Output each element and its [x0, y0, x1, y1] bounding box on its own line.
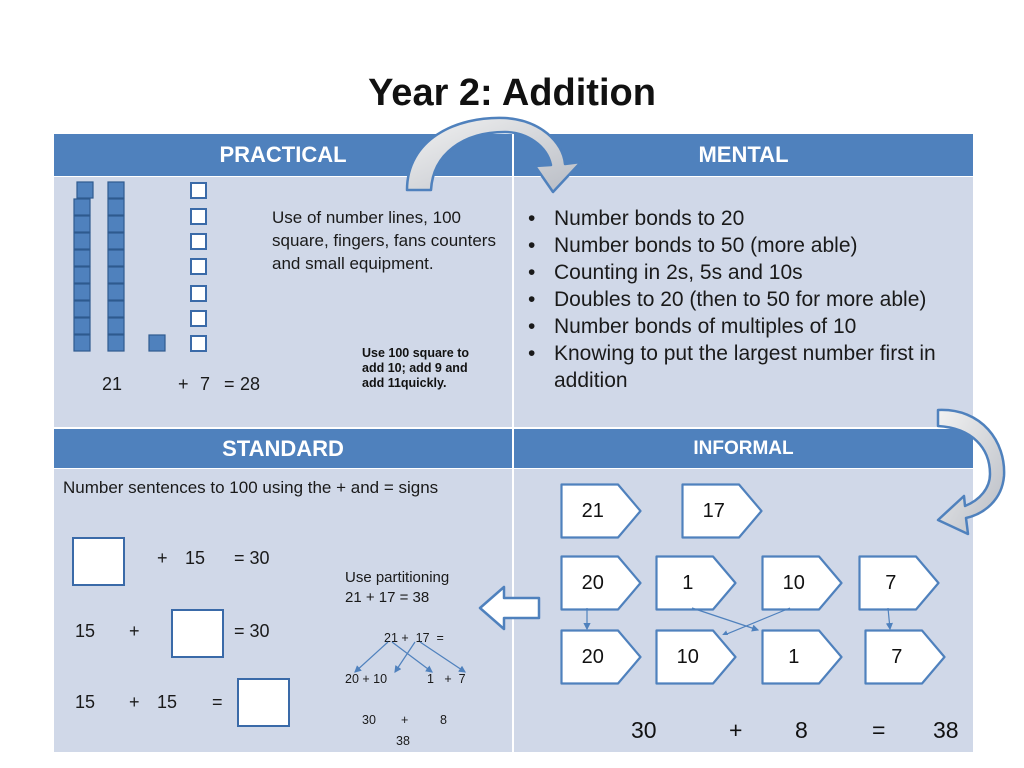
- partition-total: 38: [396, 734, 410, 748]
- number-tag: [560, 483, 642, 539]
- partition-bottom-a: 30: [362, 713, 376, 727]
- page-title: Year 2: Addition: [368, 72, 656, 114]
- partition-bottom-plus: +: [401, 713, 409, 727]
- number-tag-value: 1: [682, 572, 694, 594]
- informal-arrows: [560, 605, 920, 635]
- row2-num: 15: [75, 621, 96, 641]
- number-tag-value: 1: [788, 646, 800, 668]
- informal-result-total: 38: [933, 717, 959, 743]
- partition-note-line2: 21 + 17 = 38: [345, 589, 430, 606]
- mental-item: • Doubles to 20 (then to 50 for more able): [520, 286, 960, 313]
- informal-result: [0, 717, 1024, 747]
- number-tag-value: 20: [581, 572, 604, 594]
- number-tag-value: 10: [782, 572, 805, 594]
- informal-result-equals: =: [872, 717, 886, 743]
- partition-note-line1: Use partitioning: [345, 569, 450, 586]
- practical-eq-equals: =: [224, 374, 235, 394]
- number-tag-value: 20: [581, 646, 604, 668]
- number-tag: [761, 555, 843, 611]
- number-tag-value: 17: [702, 500, 725, 522]
- mental-item: • Number bonds to 50 (more able): [520, 232, 960, 259]
- row3-eq: =: [212, 692, 223, 712]
- number-tag-value: 7: [891, 646, 903, 668]
- standard-header-label: STANDARD: [222, 436, 344, 461]
- number-tag: [858, 555, 940, 611]
- number-tag: [681, 483, 763, 539]
- number-tag-value: 7: [885, 572, 897, 594]
- row3-op: +: [129, 692, 140, 712]
- practical-header-label: PRACTICAL: [219, 142, 347, 167]
- standard-intro: Number sentences to 100 using the + and = signs: [63, 478, 439, 497]
- informal-header-label: INFORMAL: [693, 438, 794, 459]
- informal-result-b: 8: [795, 717, 808, 743]
- curved-arrow-icon: [395, 110, 595, 200]
- practical-note: Use 100 square to add 10; add 9 and add 11quickly.: [362, 346, 469, 390]
- number-tag: [560, 555, 642, 611]
- mental-item: • Knowing to put the largest number first in addition: [520, 340, 960, 394]
- row1-eq: = 30: [234, 548, 270, 568]
- number-tag-value: 10: [676, 646, 699, 668]
- partition-bottom-b: 8: [440, 713, 447, 727]
- row2-eq: = 30: [234, 621, 270, 641]
- practical-description: Use of number lines, 100 square, fingers, fans counters and small equipment.: [272, 208, 496, 273]
- number-tag-value: 21: [581, 500, 604, 522]
- mental-item: • Number bonds of multiples of 10: [520, 313, 960, 340]
- mental-item: • Number bonds to 20: [520, 205, 960, 232]
- row1-op: +: [157, 548, 168, 568]
- row3-num1: 15: [75, 692, 96, 712]
- informal-result-plus: +: [729, 717, 743, 743]
- number-tag: [655, 555, 737, 611]
- informal-result-a: 30: [631, 717, 657, 743]
- partition-top: 21 + 17 =: [384, 631, 444, 645]
- practical-eq-b: 7: [200, 374, 211, 394]
- practical-eq-plus: +: [178, 374, 189, 394]
- row1-num: 15: [185, 548, 206, 568]
- practical-eq-a: 21: [102, 374, 123, 394]
- mental-item: • Counting in 2s, 5s and 10s: [520, 259, 960, 286]
- curved-arrow-icon: [932, 402, 1016, 542]
- number-tag: [655, 629, 737, 685]
- mental-header-label: MENTAL: [698, 142, 789, 167]
- row2-op: +: [129, 621, 140, 641]
- number-tag: [864, 629, 946, 685]
- partition-mid-left: 20 + 10: [345, 672, 388, 686]
- partition-mid-right: 1 + 7: [427, 672, 466, 686]
- practical-eq-result: 28: [240, 374, 261, 394]
- number-tag: [560, 629, 642, 685]
- number-tag: [761, 629, 843, 685]
- row3-num2: 15: [157, 692, 178, 712]
